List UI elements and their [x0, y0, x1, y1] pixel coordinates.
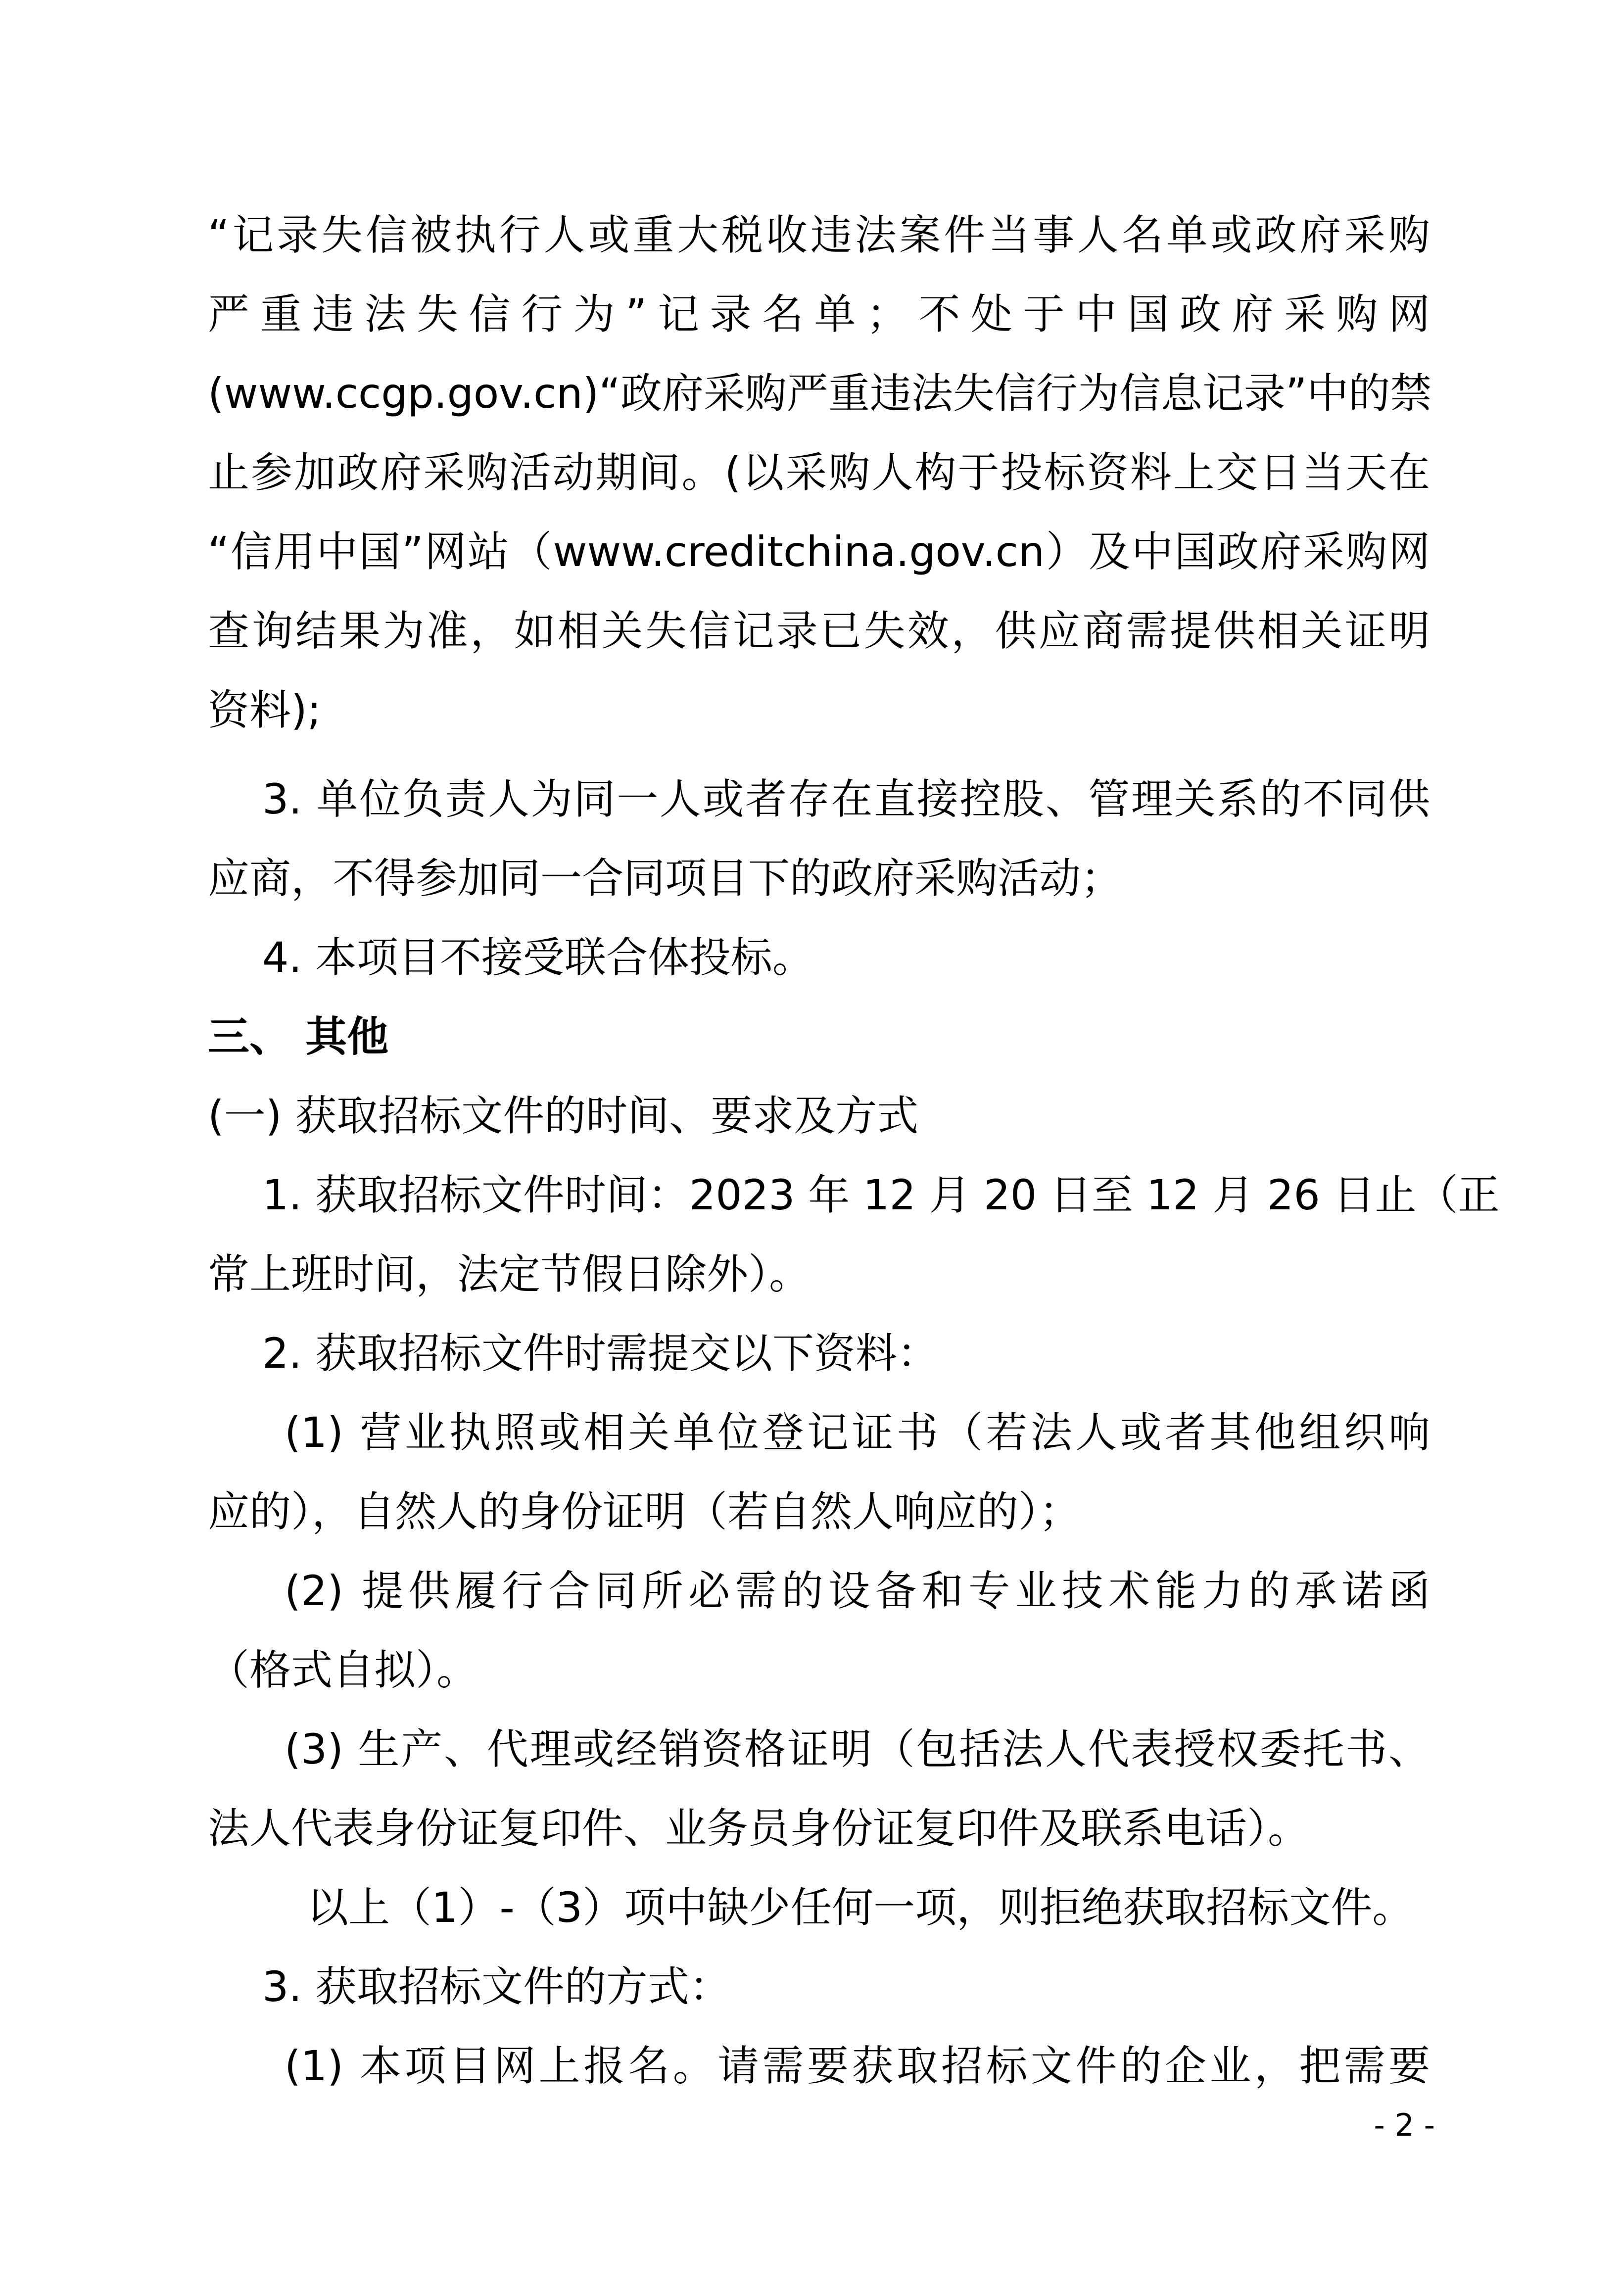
list-item-line: 2. 获取招标文件时需提交以下资料： [262, 1329, 939, 1378]
list-item-line: 1. 获取招标文件时间：2023 年 12 月 20 日至 12 月 26 日止（正 [262, 1171, 1500, 1219]
body-line: 法人代表身份证复印件、业务员身份证复印件及联系电话）。 [208, 1804, 1310, 1853]
body-line: 查询结果为准，如相关失信记录已失效，供应商需提供相关证明 [208, 607, 1430, 655]
body-line: 止参加政府采购活动期间。(以采购人构于投标资料上交日当天在 [208, 448, 1430, 497]
list-item-line: (1) 营业执照或相关单位登记证书（若法人或者其他组织响 [285, 1408, 1430, 1457]
body-line: 严重违法失信行为”记录名单；不处于中国政府采购网 [208, 290, 1430, 338]
body-line: （格式自拟）。 [208, 1646, 478, 1694]
section-heading: 三、 其他 [208, 1012, 389, 1061]
body-line: 应的），自然人的身份证明（若自然人响应的）； [208, 1487, 1081, 1536]
list-item-line: (3) 生产、代理或经销资格证明（包括法人代表授权委托书、 [285, 1725, 1430, 1773]
body-line: 常上班时间，法定节假日除外）。 [208, 1250, 811, 1298]
body-line: 资料); [208, 686, 322, 734]
page-number: - 2 - [1374, 2107, 1435, 2143]
list-item-line: 4. 本项目不接受联合体投标。 [262, 933, 814, 982]
body-line: “记录失信被执行人或重大税收违法案件当事人名单或政府采购 [208, 211, 1430, 259]
body-line: 应商，不得参加同一合同项目下的政府采购活动； [208, 854, 1123, 903]
body-line: 以上（1）-（3）项中缺少任何一项，则拒绝获取招标文件。 [307, 1883, 1414, 1932]
list-item-line: 3. 获取招标文件的方式： [262, 1962, 731, 2011]
list-item-line: (2) 提供履行合同所必需的设备和专业技术能力的承诺函 [285, 1567, 1430, 1615]
body-line: (www.ccgp.gov.cn)“政府采购严重违法失信行为信息记录”中的禁 [208, 369, 1432, 418]
body-line: “信用中国”网站（www.creditchina.gov.cn）及中国政府采购网 [208, 527, 1430, 576]
list-item-line: 3. 单位负责人为同一人或者存在直接控股、管理关系的不同供 [262, 775, 1430, 823]
list-item-line: (1) 本项目网上报名。请需要获取招标文件的企业，把需要 [285, 2042, 1430, 2090]
subsection-heading: (一) 获取招标文件的时间、要求及方式 [208, 1092, 919, 1140]
